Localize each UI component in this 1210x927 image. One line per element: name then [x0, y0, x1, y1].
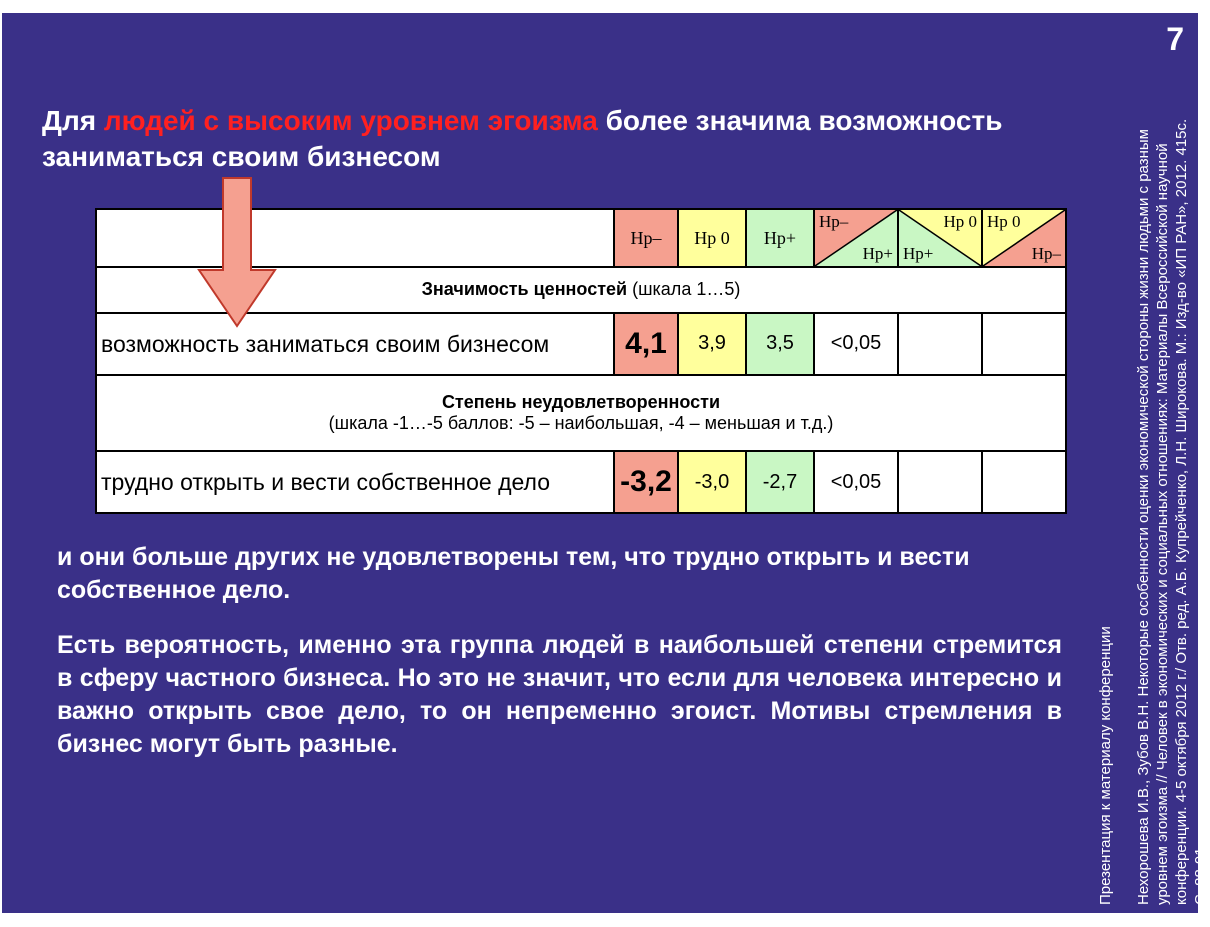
- compare1-top-label: Нр–: [819, 212, 849, 231]
- row1-value-low: 4,1: [614, 313, 678, 375]
- header-compare-mid-high: [898, 209, 982, 267]
- source-note-citation: Нехорошева И.В., Зубов В.Н. Некоторые особенности оценки экономической стороны жизни людьми с разным уровнем эгоизма // Человек в экономических и социальных отношениях: Материалы Всероссийской научной конференции. 4-5 октября 2012 г./ Отв. ред. А.Б. Купрейченко, Л.Н. Широкова. М.: Изд-во «ИП РАН», 2012. 415с. С. 88-91.: [1135, 118, 1209, 905]
- section2-title: Степень неудовлетворенности: [441, 391, 721, 412]
- header-high-egoism: Нр+: [746, 209, 814, 267]
- source-note-heading: Презентация к материалу конференции: [1097, 626, 1114, 905]
- header-mid-egoism: Нр 0: [678, 209, 746, 267]
- compare1-bottom-label: Нр+: [862, 244, 893, 263]
- section2-scale: (шкала -1…-5 баллов: -5 – наибольшая, -4 – меньшая и т.д.): [328, 412, 834, 433]
- source-note: [1096, 105, 1209, 905]
- compare2-bottom-label: Нр+: [903, 244, 934, 263]
- row1-value-high: 3,5: [746, 313, 814, 375]
- down-arrow-icon: [197, 178, 277, 328]
- title-highlight: людей с высоким уровнем эгоизма: [103, 105, 598, 136]
- slide-number: 7: [1166, 21, 1184, 57]
- slide-title: [42, 103, 1102, 175]
- row1-value-mid: 3,9: [678, 313, 746, 375]
- row1-empty-cell: [898, 313, 982, 375]
- row1-label: возможность заниматься своим бизнесом: [96, 313, 614, 375]
- row2-value-high: -2,7: [746, 451, 814, 513]
- slide: [2, 13, 1209, 913]
- header-compare-low-high: [814, 209, 898, 267]
- title-suffix: более значима возможность заниматься своим бизнесом: [42, 105, 1003, 172]
- row2-value-mid: -3,0: [678, 451, 746, 513]
- header-compare-mid-low: [982, 209, 1066, 267]
- table-row: [96, 451, 1066, 513]
- table-corner: [96, 209, 614, 267]
- row2-empty-cell: [982, 451, 1066, 513]
- section-dissatisfaction: [96, 375, 1066, 451]
- paragraph-dissatisfaction: и они больше других не удовлетворены тем, что трудно открыть и вести собственное дело.: [57, 543, 970, 604]
- compare3-bottom-label: Нр–: [1031, 244, 1061, 263]
- title-prefix: Для: [42, 105, 104, 136]
- row2-empty-cell: [898, 451, 982, 513]
- row1-empty-cell: [982, 313, 1066, 375]
- row2-label: трудно открыть и вести собственное дело: [96, 451, 614, 513]
- row2-value-low: -3,2: [614, 451, 678, 513]
- paragraph-conclusion: Есть вероятность, именно эта группа людей в наибольшей степени стремится в сферу частного бизнеса. Но это не значит, что если для человека интересно и важно открыть свое дело, то он непременно эгоист. Мотивы стремления в бизнес могут быть разные.: [57, 631, 1062, 758]
- header-low-egoism: Нр–: [614, 209, 678, 267]
- section1-scale: (шкала 1…5): [627, 279, 741, 300]
- row1-p-value: <0,05: [814, 313, 898, 375]
- row2-p-value: <0,05: [814, 451, 898, 513]
- compare2-top-label: Нр 0: [943, 212, 977, 231]
- section1-title: Значимость ценностей: [421, 279, 628, 300]
- compare3-top-label: Нр 0: [987, 212, 1021, 231]
